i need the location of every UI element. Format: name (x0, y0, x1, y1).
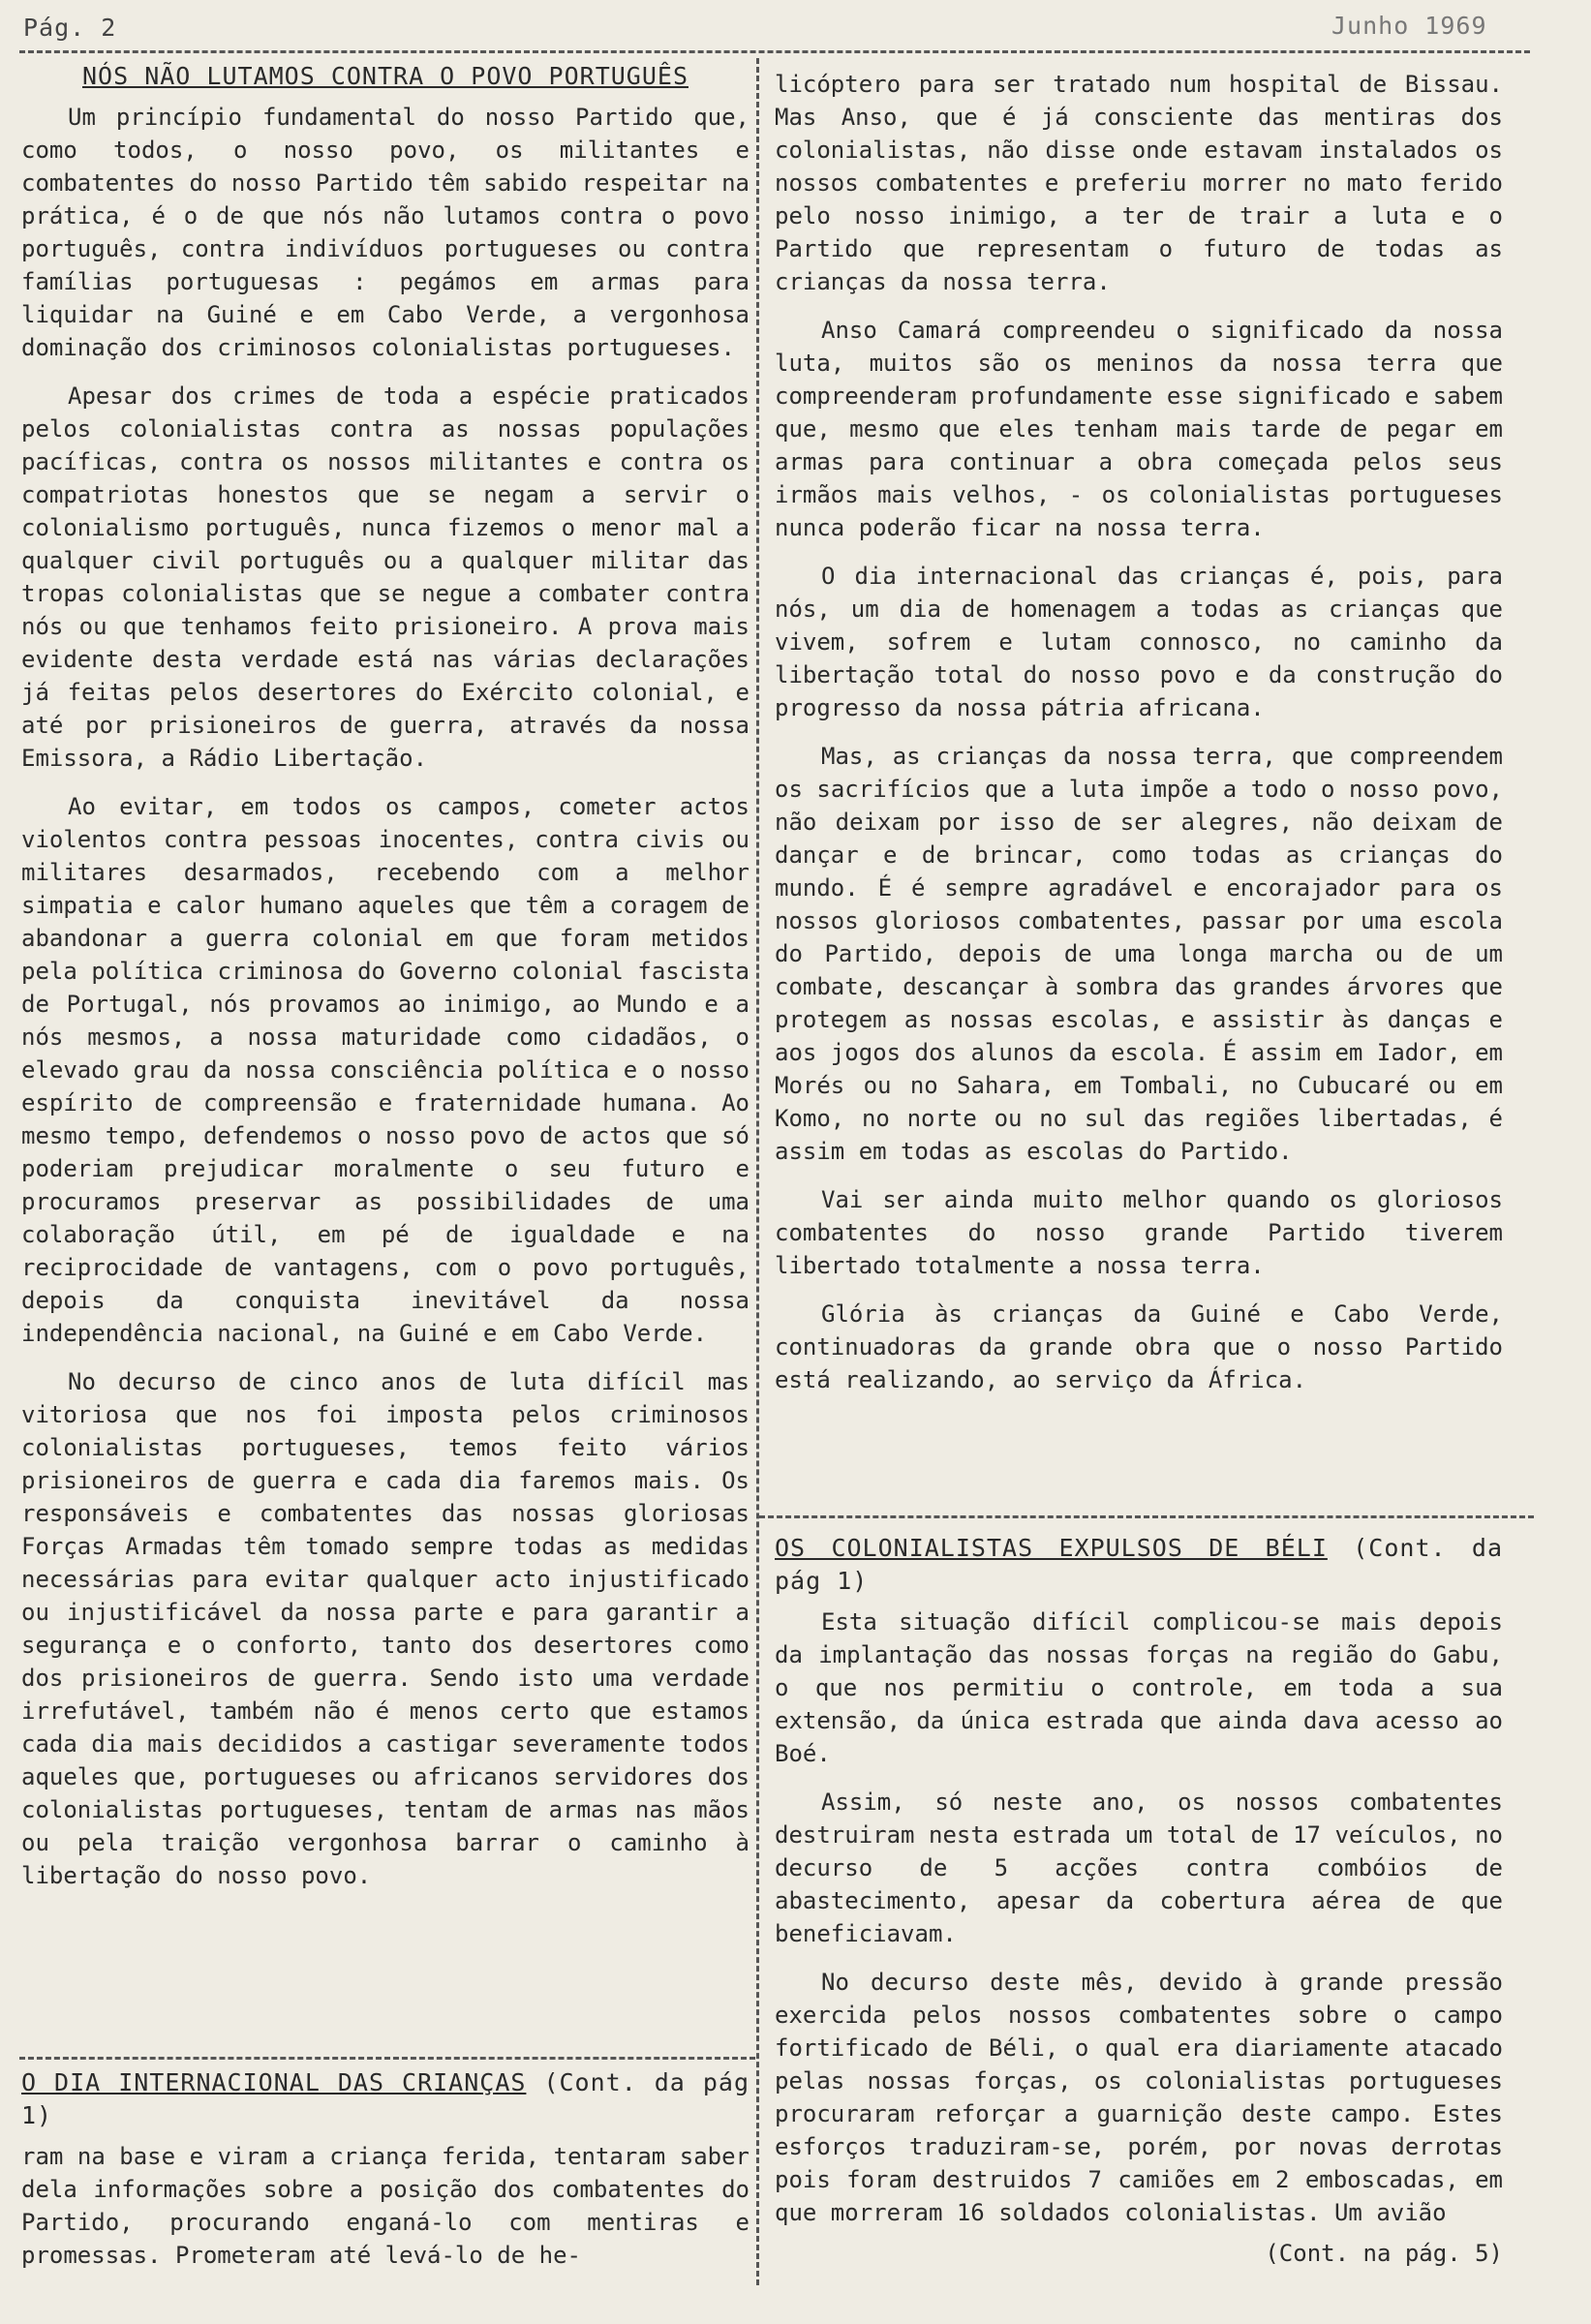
article-dia-criancas-start (21, 2066, 750, 2287)
article-title: NÓS NÃO LUTAMOS CONTRA O POVO PORTUGUÊS (82, 62, 688, 90)
continuation-note: (Cont. da pág 1) (21, 2068, 750, 2129)
right-section-divider (759, 1515, 1534, 1518)
article-title: O DIA INTERNACIONAL DAS CRIANÇAS (21, 2068, 527, 2096)
left-section-divider (19, 2057, 755, 2060)
article-paragraph: Um princípio fundamental do nosso Partido que, como todos, o nosso povo, os militantes e combatentes do nosso Partido têm sabido respeitar na prática, é o de que nós não lutamos contra o povo português, contra indivíduos portugueses ou contra famílias portuguesas : pegámos em armas para liquidar na Guiné e em Cabo Verde, a vergonhosa dominação dos criminosos colonialistas portugueses. (21, 104, 750, 361)
article-paragraph: ram na base e viram a criança ferida, tentaram saber dela informações sobre a posição dos combatentes do Partido, procurando enganá-lo com mentiras e promessas. Prometeram até levá-lo de he- (21, 2143, 750, 2269)
issue-date: Junho 1969 (1331, 12, 1487, 40)
article-heading (775, 1532, 1503, 1598)
article-paragraph: Mas, as crianças da nossa terra, que compreendem os sacrifícios que a luta impõe a todo o nosso povo, não deixam por isso de ser alegres, não deixam de dançar e de brincar, como todas as crianças do mundo. É é sempre agradável e encorajador para os nossos gloriosos combatentes, passar por uma escola do Partido, depois de uma longa marcha ou de um combate, descançar à sombra das grandes árvores que protegem as nossas escolas, e assistir às danças e aos jogos dos alunos da escola. É assim em Iador, em Morés ou no Sahara, em Tombali, no Cubucaré ou em Komo, no norte ou no sul das regiões libertadas, é assim em todas as escolas do Partido. (775, 743, 1503, 1165)
article-dia-criancas-continued (775, 68, 1503, 1412)
article-paragraph: Anso Camará compreendeu o significado da nossa luta, muitos são os meninos da nossa terra que compreenderam profundamente esse significado e sabem que, mesmo que eles tenham mais tarde de pegar em armas para continuar a obra começada pelos seus irmãos mais velhos, - os colonialistas portugueses nunca poderão ficar na nossa terra. (775, 317, 1503, 541)
continued-on-note: (Cont. na pág. 5) (1265, 2240, 1503, 2267)
article-paragraph: Vai ser ainda muito melhor quando os gloriosos combatentes do nosso grande Partido tiverem libertado totalmente a nossa terra. (775, 1186, 1503, 1279)
article-title: OS COLONIALISTAS EXPULSOS DE BÉLI (775, 1534, 1328, 1562)
column-divider (756, 58, 759, 2285)
page-number: Pág. 2 (23, 14, 117, 42)
article-nos-nao-lutamos (21, 60, 750, 1908)
top-divider (19, 50, 1530, 53)
article-paragraph: O dia internacional das crianças é, pois, para nós, um dia de homenagem a todas as crianças que vivem, sofrem e lutam connosco, no caminho da libertação total do nosso povo e da construção do progresso da nossa pátria africana. (775, 563, 1503, 721)
article-heading (21, 2066, 750, 2132)
article-paragraph: No decurso de cinco anos de luta difícil mas vitoriosa que nos foi imposta pelos criminosos colonialistas portugueses, temos feito vários prisioneiros de guerra e cada dia faremos mais. Os responsáveis e combatentes das nossas gloriosas Forças Armadas têm tomado sempre todas as medidas necessárias para evitar qualquer acto injustificado ou injustificável da nossa parte e para garantir a segurança e o conforto, tanto dos desertores como dos prisioneiros de guerra. Sendo isto uma verdade irrefutável, também não é menos certo que estamos cada dia mais decididos a castigar severamente todos aqueles que, portugueses ou africanos servidores dos colonialistas portugueses, tentam de armas nas mãos ou pela traição vergonhosa barrar o caminho à libertação do nosso povo. (21, 1368, 750, 1889)
article-paragraph: No decurso deste mês, devido à grande pressão exercida pelos nossos combatentes sobre o campo fortificado de Béli, o qual era diariamente atacado pelas nossas forças, os colonialistas portugueses procuraram reforçar a guarnição deste campo. Estes esforços traduziram-se, porém, por novas derrotas pois foram destruidos 7 camiões em 2 emboscadas, em que morreram 16 soldados colonialistas. Um avião (775, 1969, 1503, 2226)
article-paragraph: Assim, só neste ano, os nossos combatentes destruiram nesta estrada um total de 17 veículos, no decurso de 5 acções contra combóios de abastecimento, apesar da cobertura aérea de que beneficiavam. (775, 1789, 1503, 1947)
article-paragraph: Apesar dos crimes de toda a espécie praticados pelos colonialistas contra as nossas populações pacíficas, contra os nossos militantes e contra os compatriotas honestos que se negam a servir o colonialismo português, nunca fizemos o menor mal a qualquer civil português ou a qualquer militar das tropas colonialistas que se negue a combater contra nós ou que tenhamos feito prisioneiro. A prova mais evidente desta verdade está nas várias declarações já feitas pelos desertores do Exército colonial, e até por prisioneiros de guerra, através da nossa Emissora, a Rádio Libertação. (21, 382, 750, 772)
article-beli (775, 1532, 1503, 2270)
article-paragraph: Glória às crianças da Guiné e Cabo Verde, continuadoras da grande obra que o nosso Partido está realizando, ao serviço da África. (775, 1300, 1503, 1393)
article-paragraph: Esta situação difícil complicou-se mais depois da implantação das nossas forças na região do Gabu, o que nos permitiu o controle, em toda a sua extensão, da única estrada que ainda dava acesso ao Boé. (775, 1608, 1503, 1767)
article-paragraph: licóptero para ser tratado num hospital de Bissau. Mas Anso, que é já consciente das mentiras dos colonialistas, não disse onde estavam instalados os nossos combatentes e preferiu morrer no mato ferido pelo nosso inimigo, a ter de trair a luta e o Partido que representam o futuro de todas as crianças da nossa terra. (775, 71, 1503, 295)
continuation-note: (Cont. da pág 1) (775, 1534, 1503, 1595)
article-paragraph: Ao evitar, em todos os campos, cometer actos violentos contra pessoas inocentes, contra civis ou militares desarmados, recebendo com a melhor simpatia e calor humano aqueles que têm a coragem de abandonar a guerra colonial em que foram metidos pela política criminosa do Governo colonial fascista de Portugal, nós provamos ao inimigo, ao Mundo e a nós mesmos, a nossa maturidade como cidadãos, o elevado grau da nossa consciência política e o nosso espírito de compreensão e fraternidade humana. Ao mesmo tempo, defendemos o nosso povo de actos que só poderiam prejudicar moralmente o seu futuro e procuramos preservar as possibilidades de uma colaboração útil, em pé de igualdade e na reciprocidade de vantagens, com o povo português, depois da conquista inevitável da nossa independência nacional, na Guiné e em Cabo Verde. (21, 793, 750, 1347)
